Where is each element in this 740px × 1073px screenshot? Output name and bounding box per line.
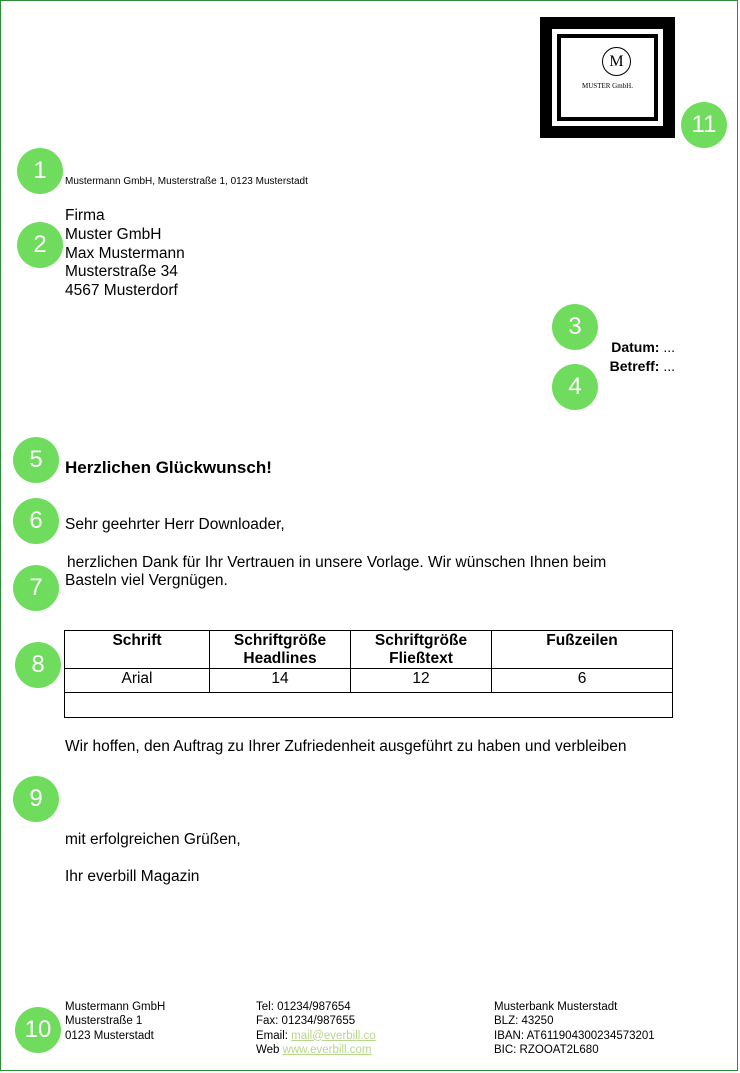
date-label: Datum:	[611, 339, 660, 355]
email-label: Email:	[256, 1029, 292, 1042]
intro-line: herzlichen Dank für Ihr Vertrauen in unsere Vorlage. Wir wünschen Ihnen beim	[67, 554, 607, 571]
table-row	[65, 669, 673, 693]
footer-web	[256, 1043, 376, 1057]
footer-line: BLZ: 43250	[494, 1015, 554, 1028]
recipient-address	[65, 207, 185, 301]
date-field	[611, 339, 675, 355]
footer-line: Musterstraße 1	[65, 1015, 143, 1028]
marker-3: 3	[552, 304, 598, 350]
web-link[interactable]: www.everbill.com	[282, 1043, 372, 1056]
recipient-line: Muster GmbH	[65, 225, 162, 243]
marker-10: 10	[15, 1007, 61, 1053]
footer-line: Mustermann GmbH	[65, 1001, 166, 1013]
table-header-cell: Schriftgröße Headlines	[210, 631, 351, 669]
marker-2: 2	[17, 222, 63, 268]
table-header-row	[65, 631, 673, 669]
footer-line: BIC: RZOOAT2L680	[494, 1043, 599, 1056]
marker-1: 1	[17, 148, 63, 194]
table-header-cell: Fußzeilen	[492, 631, 673, 669]
subject-label: Betreff:	[609, 358, 660, 374]
table-cell: Arial	[65, 669, 210, 693]
marker-6: 6	[13, 498, 59, 544]
date-value: ...	[659, 339, 675, 355]
email-link[interactable]: mail@everbill.co	[291, 1029, 376, 1042]
marker-7: 7	[13, 565, 59, 611]
footer-fax: Fax: 01234/987655	[256, 1015, 356, 1028]
web-label: Web	[256, 1043, 283, 1056]
marker-5: 5	[13, 437, 59, 483]
sender-line: Mustermann GmbH, Musterstraße 1, 0123 Musterstadt	[65, 176, 308, 187]
table-empty-cell	[65, 693, 673, 718]
footer-email	[256, 1029, 376, 1043]
logo-monogram: M	[602, 47, 631, 76]
logo-name: MUSTER GmbH.	[582, 82, 633, 90]
font-spec-table	[64, 630, 673, 718]
intro-line: Basteln viel Vergnügen.	[65, 572, 228, 589]
footer-line: Musterbank Musterstadt	[494, 1001, 618, 1013]
footer-contact	[256, 1000, 376, 1057]
recipient-line: Firma	[65, 207, 105, 224]
company-logo	[540, 17, 675, 138]
signature: Ihr everbill Magazin	[65, 868, 200, 885]
letter-headline: Herzlichen Glückwunsch!	[65, 458, 272, 477]
table-cell: 6	[492, 669, 673, 693]
marker-9: 9	[13, 776, 59, 822]
footer-company	[65, 1000, 165, 1043]
footer-bank	[494, 1000, 655, 1057]
salutation: Sehr geehrter Herr Downloader,	[65, 516, 285, 533]
recipient-line: Musterstraße 34	[65, 263, 178, 281]
marker-11: 11	[681, 102, 727, 148]
table-cell: 14	[210, 669, 351, 693]
footer-tel: Tel: 01234/987654	[256, 1001, 351, 1013]
marker-8: 8	[15, 642, 61, 688]
closing-text: Wir hoffen, den Auftrag zu Ihrer Zufriedenheit ausgeführt zu haben und verbleiben	[65, 738, 627, 755]
recipient-line: 4567 Musterdorf	[65, 282, 178, 300]
recipient-line: Max Mustermann	[65, 244, 185, 262]
table-empty-row	[65, 693, 673, 718]
table-cell: 12	[351, 669, 492, 693]
marker-4: 4	[552, 364, 598, 410]
footer-line: 0123 Musterstadt	[65, 1029, 154, 1042]
subject-field	[610, 358, 675, 374]
greeting: mit erfolgreichen Grüßen,	[65, 831, 241, 848]
footer-line: IBAN: AT611904300234573201	[494, 1029, 655, 1042]
subject-value: ...	[659, 358, 675, 374]
table-header-cell: Schriftgröße Fließtext	[351, 631, 492, 669]
table-header-cell: Schrift	[65, 631, 210, 669]
